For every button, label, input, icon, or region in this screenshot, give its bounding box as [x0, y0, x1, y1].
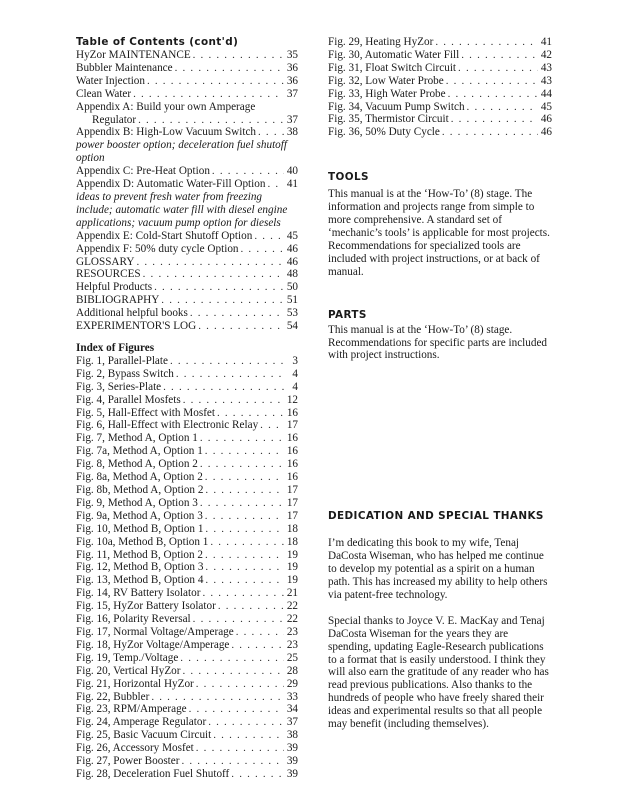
toc-entry [76, 178, 298, 191]
tools-heading: TOOLS [328, 171, 369, 184]
entry-title: BIBLIOGRAPHY [76, 294, 160, 307]
dot-leader [183, 665, 284, 678]
figure-entry [76, 561, 298, 574]
dot-leader [163, 381, 284, 394]
figure-entry [76, 652, 298, 665]
entry-title: Fig. 35, Thermistor Circuit [328, 113, 449, 126]
entry-page-number: 43 [540, 61, 552, 74]
entry-title: Fig. 25, Basic Vacuum Circuit [76, 729, 212, 742]
figures-list-right [328, 36, 552, 139]
entry-title: Fig. 14, RV Battery Isolator [76, 587, 201, 600]
figure-entry [76, 626, 298, 639]
dot-leader [212, 165, 284, 178]
entry-page-number: 51 [286, 294, 298, 307]
toc-entry [76, 88, 298, 101]
figure-entry [328, 36, 552, 49]
entry-page-number: 33 [286, 690, 298, 703]
dot-leader [217, 407, 284, 420]
toc-entry [76, 114, 298, 127]
dot-leader [151, 691, 284, 704]
dot-leader [205, 523, 284, 536]
dot-leader [143, 268, 284, 281]
figure-entry [76, 574, 298, 587]
toc-entry [76, 268, 298, 281]
figure-entry [76, 600, 298, 613]
dot-leader [189, 703, 284, 716]
figure-entry [328, 49, 552, 62]
entry-page-number: 17 [286, 509, 298, 522]
entry-title: Fig. 32, Low Water Probe [328, 74, 444, 87]
toc-note-appendix-d: ideas to prevent fresh water from freezing include; automatic water fill with diesel engine applications; vacuum pump option for diesels [76, 190, 288, 229]
dot-leader [181, 755, 284, 768]
entry-title: Fig. 28, Deceleration Fuel Shutoff [76, 767, 230, 780]
entry-page-number: 16 [286, 432, 298, 445]
dot-leader [205, 549, 284, 562]
toc-entry [76, 243, 298, 256]
entry-page-number: 23 [286, 625, 298, 638]
entry-page-number: 53 [286, 307, 298, 320]
entry-page-number: 34 [286, 703, 298, 716]
entry-page-number: 50 [286, 281, 298, 294]
entry-page-number: 23 [286, 638, 298, 651]
figure-entry [76, 665, 298, 678]
figure-entry [76, 497, 298, 510]
figure-entry [76, 639, 298, 652]
entry-title: Fig. 9, Method A, Option 3 [76, 496, 198, 509]
entry-title: Fig. 4, Parallel Mosfets [76, 393, 181, 406]
entry-page-number: 39 [286, 742, 298, 755]
dot-leader [133, 88, 284, 101]
entry-page-number: 48 [286, 268, 298, 281]
toc-entry [76, 126, 298, 139]
toc-entry [76, 281, 298, 294]
dot-leader [208, 716, 284, 729]
entry-title: Fig. 8b, Method A, Option 2 [76, 484, 204, 496]
figure-entry [76, 716, 298, 729]
entry-title: Fig. 6, Hall-Effect with Electronic Relay [76, 419, 259, 432]
entry-page-number: 25 [286, 651, 298, 664]
toc-entry [76, 256, 298, 269]
dot-leader [180, 652, 284, 665]
entry-page-number: 12 [286, 393, 298, 406]
figure-entry [76, 536, 298, 549]
right-column [328, 36, 552, 731]
tools-paragraph: This manual is at the ‘How-To’ (8) stage. The information and projects range from simple to more comprehensive. A standard set of ‘mechanic’s tools’ is applicable for most projects. Recommendations for specialized tools are included with project instructions, or at back of manual. [328, 188, 550, 278]
dot-leader [448, 88, 538, 101]
figure-entry [76, 432, 298, 445]
left-column [76, 36, 298, 781]
entry-title: Fig. 7a, Method A, Option 1 [76, 445, 203, 458]
entry-title: Helpful Products [76, 281, 153, 294]
entry-title: Fig. 3, Series-Plate [76, 380, 162, 393]
dot-leader [451, 113, 538, 126]
entry-page-number: 19 [286, 548, 298, 561]
toc-list [76, 230, 298, 333]
entry-title: Fig. 15, HyZor Battery Isolator [76, 600, 216, 613]
entry-page-number: 39 [286, 755, 298, 768]
figure-entry [328, 113, 552, 126]
entry-title: Fig. 8, Method A, Option 2 [76, 458, 198, 471]
toc-heading: Table of Contents (cont'd) [76, 36, 239, 48]
entry-page-number: 39 [286, 767, 298, 780]
entry-page-number: 4 [292, 380, 298, 393]
entry-title: Regulator [92, 113, 137, 126]
dot-leader [190, 307, 284, 320]
toc-list [76, 165, 298, 191]
figure-entry [328, 88, 552, 101]
entry-page-number: 17 [286, 484, 298, 496]
entry-page-number: 16 [286, 471, 298, 484]
entry-page-number: 16 [286, 445, 298, 458]
dot-leader [202, 587, 284, 600]
figure-entry [76, 471, 298, 484]
entry-page-number: 28 [286, 664, 298, 677]
figure-entry [76, 510, 298, 523]
figure-entry [76, 445, 298, 458]
entry-page-number: 37 [286, 113, 298, 126]
dot-leader [458, 62, 538, 75]
figure-entry [76, 703, 298, 716]
figure-entry [76, 729, 298, 742]
entry-title: Fig. 7, Method A, Option 1 [76, 432, 198, 445]
toc-entry [76, 49, 298, 62]
entry-page-number: 29 [286, 677, 298, 690]
entry-page-number: 36 [286, 61, 298, 74]
dot-leader [200, 497, 284, 510]
entry-title: Fig. 8a, Method A, Option 2 [76, 471, 203, 484]
entry-page-number: 46 [540, 126, 552, 139]
entry-title: Water Injection [76, 74, 145, 87]
dot-leader [231, 768, 284, 781]
dot-leader [138, 114, 284, 127]
figures-list-left [76, 355, 298, 781]
dot-leader [236, 626, 284, 639]
entry-title: Appendix F: 50% duty cycle Option [76, 242, 239, 255]
dot-leader [260, 419, 284, 432]
dot-leader [467, 101, 538, 114]
entry-title: Fig. 10, Method B, Option 1 [76, 522, 204, 535]
entry-title: Fig. 11, Method B, Option 2 [76, 548, 204, 561]
entry-title: Fig. 19, Temp./Voltage [76, 651, 179, 664]
dot-leader [161, 294, 284, 307]
dot-leader [196, 742, 284, 755]
entry-title: GLOSSARY [76, 255, 135, 268]
entry-title: Fig. 2, Bypass Switch [76, 367, 174, 380]
entry-title: Fig. 29, Heating HyZor [328, 36, 434, 48]
figure-entry [76, 587, 298, 600]
entry-title: Fig. 26, Accessory Mosfet [76, 742, 194, 755]
dot-leader [205, 484, 284, 497]
dot-leader [205, 574, 284, 587]
entry-title: Fig. 33, High Water Probe [328, 87, 446, 100]
figure-entry [76, 755, 298, 768]
dot-leader [267, 178, 284, 191]
figure-entry [76, 768, 298, 781]
figure-entry [76, 549, 298, 562]
entry-page-number: 18 [286, 535, 298, 548]
entry-page-number: 17 [286, 419, 298, 432]
entry-title: Fig. 21, Horizontal HyZor [76, 677, 194, 690]
entry-title: Fig. 9a, Method A, Option 3 [76, 509, 203, 522]
entry-page-number: 21 [286, 587, 298, 600]
dot-leader [461, 49, 538, 62]
figure-entry [76, 407, 298, 420]
dot-leader [205, 510, 284, 523]
dot-leader [210, 536, 284, 549]
toc-entry [76, 75, 298, 88]
entry-title: Fig. 30, Automatic Water Fill [328, 48, 460, 61]
entry-title: Fig. 18, HyZor Voltage/Amperage [76, 638, 230, 651]
dot-leader [205, 561, 284, 574]
entry-page-number: 38 [286, 126, 298, 139]
entry-page-number: 35 [286, 49, 298, 61]
entry-page-number: 43 [540, 74, 552, 87]
entry-page-number: 44 [540, 87, 552, 100]
dot-leader [183, 394, 284, 407]
dot-leader [154, 281, 284, 294]
entry-page-number: 37 [286, 716, 298, 729]
entry-title: Fig. 36, 50% Duty Cycle [328, 126, 440, 139]
entry-page-number: 36 [286, 74, 298, 87]
entry-page-number: 41 [286, 178, 298, 191]
dot-leader [170, 355, 284, 368]
entry-title: Fig. 17, Normal Voltage/Amperage [76, 625, 234, 638]
dot-leader [200, 432, 284, 445]
dedication-heading: DEDICATION AND SPECIAL THANKS [328, 510, 544, 523]
entry-title: Appendix C: Pre-Heat Option [76, 165, 210, 178]
entry-title: Additional helpful books [76, 307, 188, 320]
entry-page-number: 41 [540, 36, 552, 48]
entry-title: Clean Water [76, 87, 132, 100]
entry-title: Fig. 16, Polarity Reversal [76, 613, 191, 626]
dot-leader [136, 256, 284, 269]
entry-title: Fig. 31, Float Switch Circuit [328, 61, 457, 74]
entry-title: RESOURCES [76, 268, 141, 281]
entry-page-number: 46 [540, 113, 552, 126]
dot-leader [254, 230, 284, 243]
entry-page-number: 37 [286, 87, 298, 100]
entry-page-number: 54 [286, 320, 298, 333]
toc-entry [76, 62, 298, 75]
figure-entry [328, 101, 552, 114]
dot-leader [193, 49, 284, 62]
entry-title: Fig. 22, Bubbler [76, 690, 150, 703]
entry-title: Fig. 27, Power Booster [76, 755, 180, 768]
entry-title: Fig. 5, Hall-Effect with Mosfet [76, 406, 215, 419]
dot-leader [175, 62, 284, 75]
figure-entry [76, 484, 298, 497]
figure-entry [76, 613, 298, 626]
dot-leader [205, 445, 284, 458]
figure-entry [76, 742, 298, 755]
figure-entry [76, 381, 298, 394]
entry-page-number: 3 [292, 354, 298, 367]
entry-page-number: 4 [292, 367, 298, 380]
toc-entry [76, 294, 298, 307]
entry-page-number: 42 [540, 48, 552, 61]
entry-title: Fig. 13, Method B, Option 4 [76, 574, 204, 587]
toc-note-appendix-b: power booster option; deceleration fuel shutoff option [76, 139, 287, 165]
dot-leader [205, 471, 284, 484]
entry-page-number: 19 [286, 561, 298, 574]
toc-entry [76, 101, 298, 114]
parts-heading: PARTS [328, 308, 367, 321]
entry-page-number: 17 [286, 496, 298, 509]
entry-page-number: 16 [286, 458, 298, 471]
figure-entry [76, 458, 298, 471]
entry-title: Fig. 24, Amperage Regulator [76, 716, 207, 729]
dot-leader [198, 320, 284, 333]
entry-page-number: 46 [286, 242, 298, 255]
entry-title: Fig. 1, Parallel-Plate [76, 354, 168, 367]
entry-title: Fig. 10a, Method B, Option 1 [76, 535, 209, 548]
entry-page-number: 22 [286, 600, 298, 613]
dot-leader [196, 678, 284, 691]
dot-leader [258, 126, 284, 139]
entry-page-number: 45 [540, 100, 552, 113]
dot-leader [200, 458, 284, 471]
entry-title: EXPERIMENTOR'S LOG [76, 320, 197, 333]
figure-entry [76, 355, 298, 368]
figure-entry [76, 368, 298, 381]
dot-leader [442, 126, 538, 139]
parts-paragraph: This manual is at the ‘How-To’ (8) stage. Recommendations for specific parts are included with project instructions. [328, 323, 548, 362]
entry-title: Fig. 12, Method B, Option 3 [76, 561, 204, 574]
dot-leader [193, 613, 284, 626]
entry-title: Appendix B: High-Low Vacuum Switch [76, 126, 257, 139]
dot-leader [446, 75, 538, 88]
entry-title: Fig. 34, Vacuum Pump Switch [328, 100, 465, 113]
entry-title: Appendix D: Automatic Water-Fill Option [76, 178, 266, 191]
dot-leader [241, 243, 284, 256]
dot-leader [231, 639, 284, 652]
dedication-paragraph-2: Special thanks to Joyce V. E. MacKay and Tenaj DaCosta Wiseman for the years they are spending, updating Eagle-Research publications to a format that is easily understood. I think they will also earn the gratitude of any reader who has read previous publications. Also thanks to the hundreds of people who have freely shared their ideas and experimental results so that all people may benefit (including themselves). [328, 614, 549, 731]
toc-entry [76, 230, 298, 243]
entry-page-number: 16 [286, 406, 298, 419]
dot-leader [218, 600, 284, 613]
figure-entry [328, 126, 552, 139]
dot-leader [435, 36, 538, 49]
entry-page-number: 45 [286, 229, 298, 242]
entry-title: Appendix A: Build your own Amperage [76, 100, 256, 113]
entry-page-number: 40 [286, 165, 298, 178]
figure-entry [328, 62, 552, 75]
entry-title: HyZor MAINTENANCE [76, 49, 191, 61]
toc-entry [76, 165, 298, 178]
figure-entry [328, 75, 552, 88]
entry-page-number: 22 [286, 613, 298, 626]
figure-entry [76, 419, 298, 432]
figures-heading: Index of Figures [76, 341, 155, 354]
entry-title: Bubbler Maintenance [76, 61, 173, 74]
figure-entry [76, 394, 298, 407]
entry-page-number: 46 [286, 255, 298, 268]
figure-entry [76, 678, 298, 691]
dot-leader [147, 75, 284, 88]
figure-entry [76, 523, 298, 536]
toc-entry [76, 307, 298, 320]
entry-title: Fig. 20, Vertical HyZor [76, 664, 181, 677]
dedication-paragraph-1: I’m dedicating this book to my wife, Tenaj DaCosta Wiseman, who has helped me continue to develop my potential as a spirit on a human path. This has increased my ability to help others via patent-free technology. [328, 537, 548, 601]
dot-leader [176, 368, 284, 381]
toc-list [76, 49, 298, 139]
entry-page-number: 19 [286, 574, 298, 587]
entry-title: Appendix E: Cold-Start Shutoff Option [76, 229, 253, 242]
entry-page-number: 18 [286, 522, 298, 535]
entry-page-number: 38 [286, 729, 298, 742]
dot-leader [213, 729, 284, 742]
toc-entry [76, 320, 298, 333]
figure-entry [76, 691, 298, 704]
entry-title: Fig. 23, RPM/Amperage [76, 703, 187, 716]
